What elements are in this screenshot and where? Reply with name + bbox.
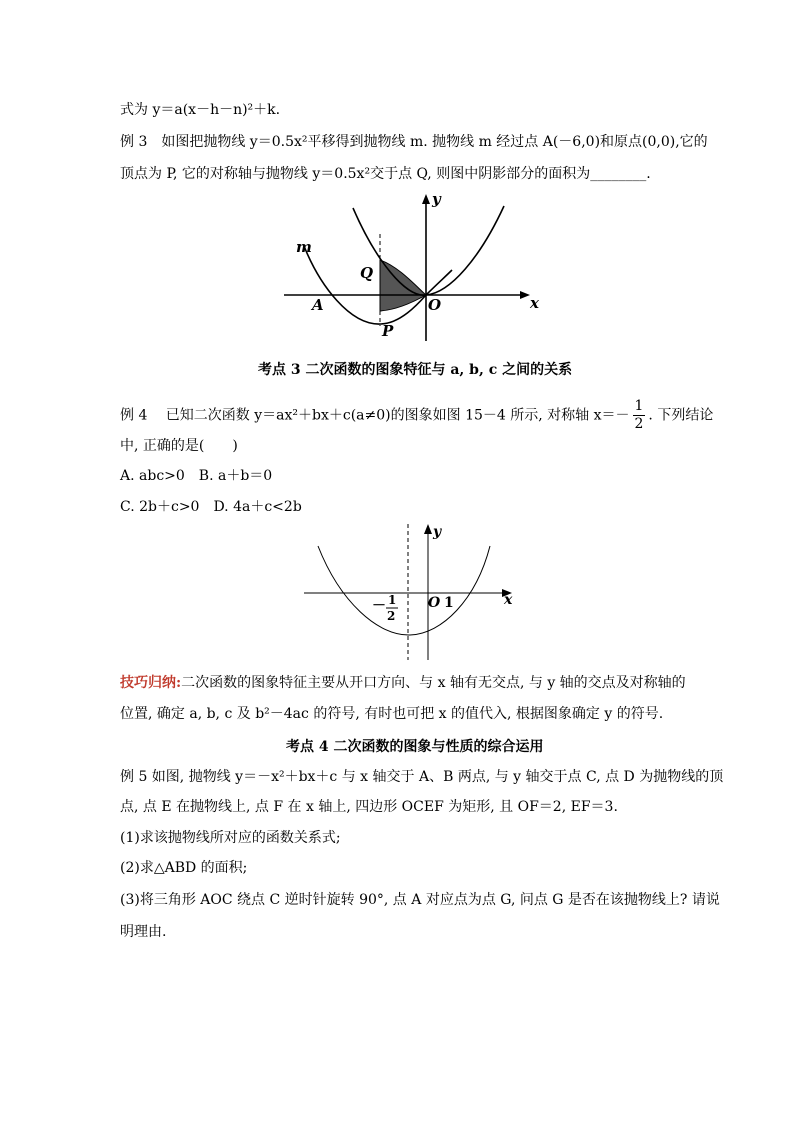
y-label: y bbox=[433, 524, 442, 540]
question-3-line-2: 明理由. bbox=[120, 924, 167, 940]
y-axis-arrow bbox=[424, 524, 432, 534]
section-heading-4: 考点 4 二次函数的图象与性质的综合运用 bbox=[286, 739, 544, 755]
o-label: O bbox=[428, 595, 441, 611]
tip-line-2: 位置, 确定 a, b, c 及 b²－4ac 的符号, 有时也可把 x 的值代入, 根据图象确定 y 的符号. bbox=[120, 706, 664, 722]
section-heading-3: 考点 3 二次函数的图象特征与 a, b, c 之间的关系 bbox=[258, 362, 573, 378]
q-label: Q bbox=[360, 264, 374, 282]
tip-line-1 bbox=[120, 673, 686, 693]
example-4-text: 例 4 已知二次函数 y＝ax²＋bx＋c(a≠0)的图象如图 15－4 所示, 对称轴 x＝－ bbox=[120, 407, 630, 424]
parabola bbox=[318, 546, 490, 635]
question-3-line-1: (3)将三角形 AOC 绕点 C 逆时针旋转 90°, 点 A 对应点为点 G, 问点 G 是否在该抛物线上? 请说 bbox=[120, 892, 720, 908]
example-3-line-1: 例 3 如图把抛物线 y＝0.5x²平移得到抛物线 m. 抛物线 m 经过点 A(－6,0)和原点(0,0),它的 bbox=[120, 134, 708, 150]
example-4-text-end: . 下列结论 bbox=[648, 407, 714, 424]
parabola-y-0.5x2 bbox=[353, 206, 504, 295]
x-axis-arrow bbox=[520, 291, 530, 299]
fraction bbox=[633, 398, 646, 433]
x-label: x bbox=[504, 592, 513, 608]
y-label: y bbox=[432, 190, 441, 208]
tip-text: 二次函数的图象特征主要从开口方向、与 x 轴有无交点, 与 y 轴的交点及对称轴的 bbox=[181, 675, 686, 691]
example-3-line-2: 顶点为 P, 它的对称轴与抛物线 y＝0.5x²交于点 Q, 则图中阴影部分的面积为________. bbox=[120, 166, 651, 182]
option-c-d: C. 2b＋c>0 D. 4a＋c<2b bbox=[120, 499, 302, 515]
fraction-numerator: 1 bbox=[634, 398, 644, 414]
example-5-line-2: 点, 点 E 在抛物线上, 点 F 在 x 轴上, 四边形 OCEF 为矩形, 且 OF＝2, EF＝3. bbox=[120, 799, 618, 815]
fraction-denominator: 2 bbox=[634, 416, 644, 432]
figure-example-4 bbox=[300, 522, 525, 664]
option-a-b: A. abc>0 B. a＋b＝0 bbox=[120, 468, 273, 484]
x-label: x bbox=[530, 294, 539, 312]
one-label: 1 bbox=[444, 595, 454, 611]
a-label: A bbox=[312, 296, 324, 314]
o-label: O bbox=[428, 296, 442, 314]
tip-label: 技巧归纳: bbox=[120, 675, 182, 691]
question-1: (1)求该抛物线所对应的函数关系式; bbox=[120, 830, 341, 846]
example-4-line-2: 中, 正确的是( ) bbox=[120, 438, 238, 454]
p-label: P bbox=[382, 322, 394, 340]
text-line: 式为 y＝a(x－h－n)²＋k. bbox=[120, 102, 281, 118]
example-5-line-1: 例 5 如图, 抛物线 y＝－x²＋bx＋c 与 x 轴交于 A、B 两点, 与 y 轴交于点 C, 点 D 为抛物线的顶 bbox=[120, 769, 724, 785]
y-axis-arrow bbox=[422, 194, 430, 204]
frac-num: 1 bbox=[388, 593, 397, 607]
m-label: m bbox=[296, 238, 312, 256]
neg-sign: － bbox=[372, 598, 386, 614]
figure-example-3 bbox=[280, 186, 550, 346]
question-2: (2)求△ABD 的面积; bbox=[120, 860, 248, 876]
frac-den: 2 bbox=[387, 609, 396, 623]
example-4-line-1 bbox=[120, 398, 713, 433]
